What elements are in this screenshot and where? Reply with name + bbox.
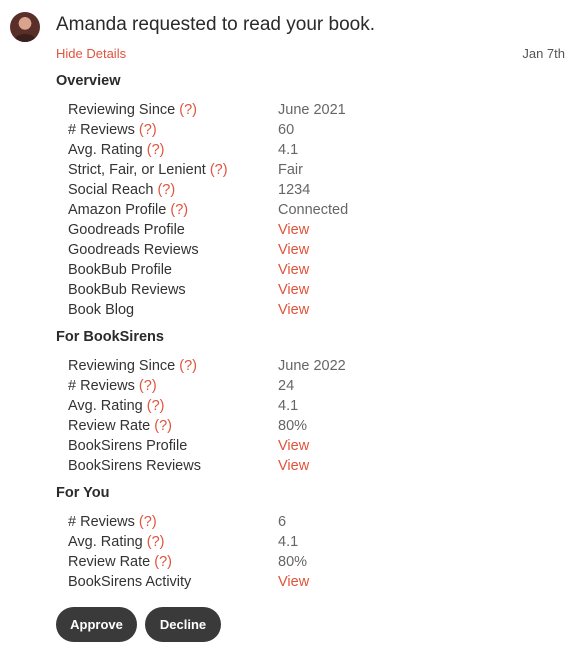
section-title-overview: Overview bbox=[56, 73, 121, 89]
stat-value: 1234 bbox=[278, 182, 311, 198]
help-tooltip-trigger[interactable]: (?) bbox=[138, 378, 157, 394]
help-tooltip-trigger[interactable]: (?) bbox=[146, 534, 165, 550]
stat-value: 24 bbox=[278, 378, 295, 394]
avatar-shoulders bbox=[14, 34, 36, 42]
stat-row bbox=[68, 356, 548, 376]
stat-row bbox=[68, 260, 548, 280]
help-tooltip-trigger[interactable]: (?) bbox=[154, 554, 172, 570]
stat-label-text: Review Rate bbox=[68, 418, 151, 434]
stat-label-text: Avg. Rating bbox=[68, 534, 143, 550]
help-tooltip-trigger[interactable]: (?) bbox=[179, 102, 197, 118]
view-link[interactable]: View bbox=[278, 574, 310, 590]
view-link[interactable]: View bbox=[278, 438, 310, 454]
stat-label bbox=[68, 300, 134, 320]
stat-label bbox=[68, 100, 197, 120]
stat-label-text: BookSirens Profile bbox=[68, 438, 188, 454]
stat-row bbox=[68, 100, 548, 120]
section-title-booksirens: For BookSirens bbox=[56, 329, 164, 345]
stat-value: 80% bbox=[278, 418, 308, 434]
stat-label-text: # Reviews bbox=[68, 378, 135, 394]
stat-row bbox=[68, 200, 548, 220]
stat-label bbox=[68, 356, 197, 376]
stat-label-text: Reviewing Since bbox=[68, 102, 176, 118]
stat-label bbox=[68, 552, 172, 572]
stat-row bbox=[68, 180, 548, 200]
stat-label bbox=[68, 532, 164, 552]
stat-label bbox=[68, 120, 157, 140]
stat-row bbox=[68, 456, 548, 476]
stat-label-text: Book Blog bbox=[68, 302, 135, 318]
stat-label-text: Strict, Fair, or Lenient bbox=[68, 162, 206, 178]
stat-label-text: Goodreads Profile bbox=[68, 222, 185, 238]
stat-row bbox=[68, 512, 548, 532]
stat-label bbox=[68, 456, 201, 476]
help-tooltip-trigger[interactable]: (?) bbox=[138, 514, 157, 530]
stat-label bbox=[68, 260, 172, 280]
view-link[interactable]: View bbox=[278, 262, 310, 278]
stat-label-text: BookSirens Reviews bbox=[68, 458, 201, 474]
stat-label bbox=[68, 396, 164, 416]
stat-label bbox=[68, 436, 187, 456]
stat-value: 4.1 bbox=[278, 142, 299, 158]
view-link[interactable]: View bbox=[278, 242, 310, 258]
stat-label bbox=[68, 180, 175, 200]
stat-label-text: # Reviews bbox=[68, 514, 135, 530]
stat-value: 4.1 bbox=[278, 534, 299, 550]
stat-label-text: Social Reach bbox=[68, 182, 154, 198]
stat-value: Connected bbox=[278, 202, 349, 218]
stat-label bbox=[68, 220, 185, 240]
stat-row bbox=[68, 240, 548, 260]
stat-label-text: Avg. Rating bbox=[68, 142, 143, 158]
stat-row bbox=[68, 572, 548, 592]
stat-label bbox=[68, 572, 191, 592]
approve-button[interactable]: Approve bbox=[56, 607, 137, 642]
help-tooltip-trigger[interactable]: (?) bbox=[209, 162, 228, 178]
stat-value: 60 bbox=[278, 122, 295, 138]
stat-value: June 2021 bbox=[278, 102, 346, 118]
help-tooltip-trigger[interactable]: (?) bbox=[154, 418, 172, 434]
stat-row bbox=[68, 140, 548, 160]
view-link[interactable]: View bbox=[278, 302, 310, 318]
help-tooltip-trigger[interactable]: (?) bbox=[138, 122, 157, 138]
stat-row bbox=[68, 396, 548, 416]
help-tooltip-trigger[interactable]: (?) bbox=[146, 398, 165, 414]
stat-value: 4.1 bbox=[278, 398, 299, 414]
stat-label-text: Amazon Profile bbox=[68, 202, 167, 218]
stat-value: June 2022 bbox=[278, 358, 346, 374]
stat-row bbox=[68, 160, 548, 180]
stat-label-text: BookBub Profile bbox=[68, 262, 172, 278]
stat-label-text: Goodreads Reviews bbox=[68, 242, 199, 258]
stat-row bbox=[68, 552, 548, 572]
stat-value: 80% bbox=[278, 554, 308, 570]
view-link[interactable]: View bbox=[278, 282, 310, 298]
help-tooltip-trigger[interactable]: (?) bbox=[157, 182, 176, 198]
stat-label bbox=[68, 280, 186, 300]
stat-row bbox=[68, 280, 548, 300]
stat-label-text: # Reviews bbox=[68, 122, 135, 138]
stat-row bbox=[68, 300, 548, 320]
section-title-for-you: For You bbox=[56, 485, 110, 501]
view-link[interactable]: View bbox=[278, 458, 310, 474]
stat-label bbox=[68, 240, 199, 260]
stat-row bbox=[68, 416, 548, 436]
help-tooltip-trigger[interactable]: (?) bbox=[146, 142, 165, 158]
hide-details-link[interactable]: Hide Details bbox=[56, 46, 127, 61]
view-link[interactable]: View bbox=[278, 222, 310, 238]
stat-label bbox=[68, 160, 228, 180]
stat-label bbox=[68, 200, 188, 220]
stat-label bbox=[68, 416, 172, 436]
requester-avatar bbox=[10, 12, 40, 42]
stat-label-text: Review Rate bbox=[68, 554, 151, 570]
stat-label bbox=[68, 140, 164, 160]
stat-label-text: Reviewing Since bbox=[68, 358, 176, 374]
help-tooltip-trigger[interactable]: (?) bbox=[170, 202, 189, 218]
stat-value: Fair bbox=[278, 162, 303, 178]
stat-label bbox=[68, 376, 157, 396]
stat-row bbox=[68, 376, 548, 396]
stat-row bbox=[68, 436, 548, 456]
stat-label-text: BookSirens Activity bbox=[68, 574, 192, 590]
decline-button[interactable]: Decline bbox=[145, 607, 221, 642]
request-date: Jan 7th bbox=[522, 46, 565, 61]
stat-label-text: BookBub Reviews bbox=[68, 282, 186, 298]
stat-row bbox=[68, 532, 548, 552]
stat-row bbox=[68, 220, 548, 240]
stat-row bbox=[68, 120, 548, 140]
help-tooltip-trigger[interactable]: (?) bbox=[179, 358, 197, 374]
stat-label bbox=[68, 512, 157, 532]
stat-label-text: Avg. Rating bbox=[68, 398, 143, 414]
request-headline: Amanda requested to read your book. bbox=[56, 14, 375, 35]
stat-value: 6 bbox=[278, 514, 287, 530]
